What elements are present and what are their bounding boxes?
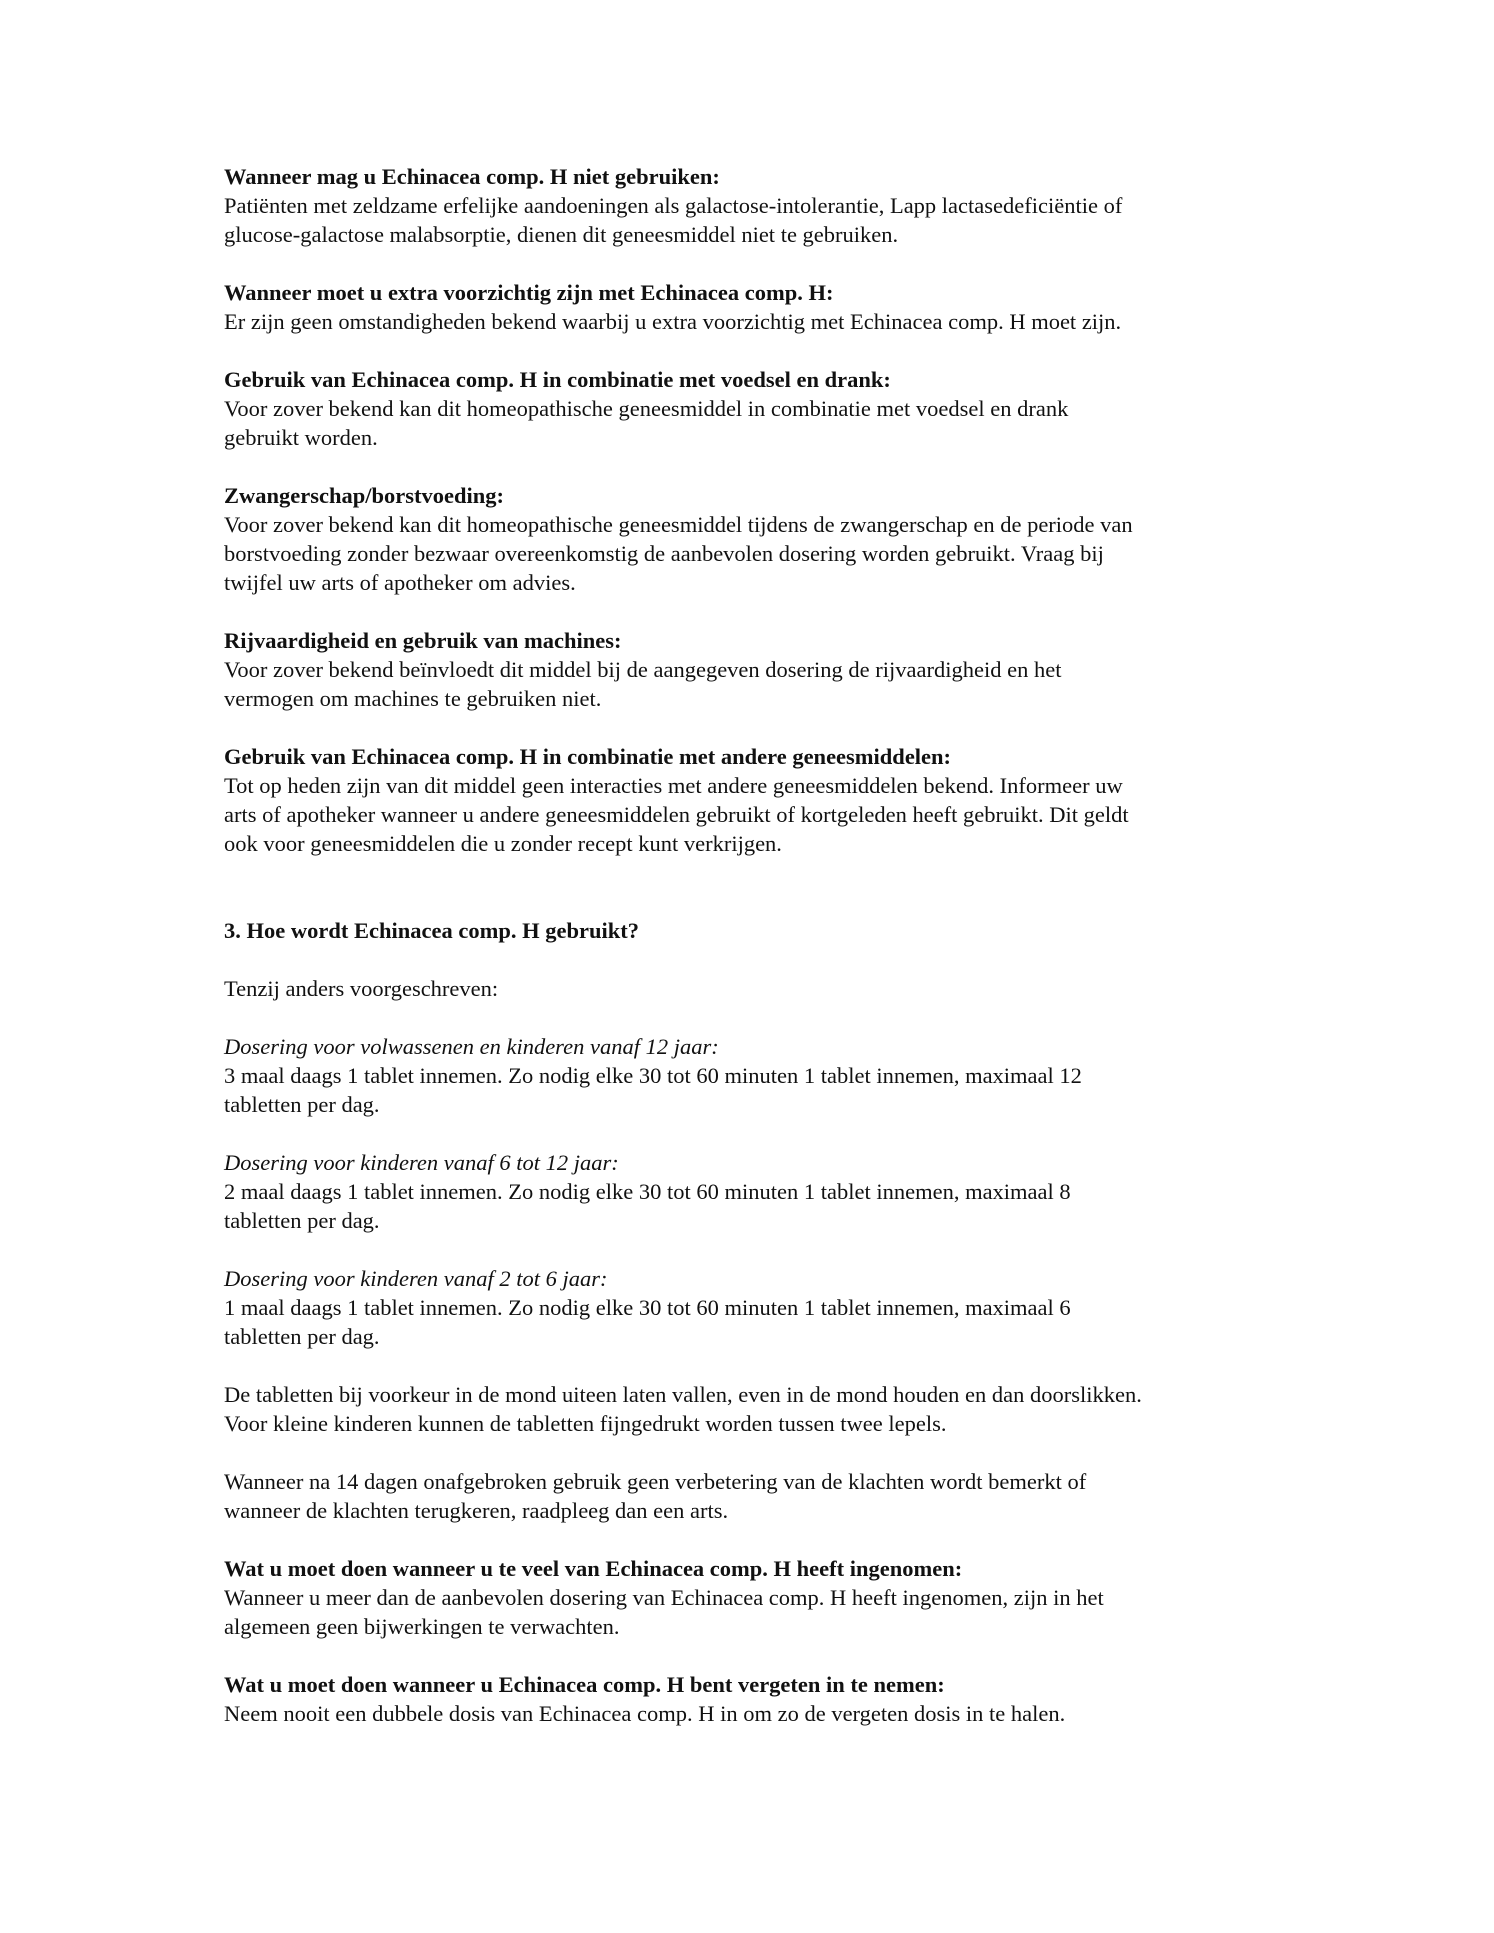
section-heading: Wanneer mag u Echinacea comp. H niet gebruiken: — [224, 164, 720, 189]
dosage-line: tabletten per dag. — [224, 1208, 380, 1233]
dosage-line: 1 maal daags 1 tablet innemen. Zo nodig elke 30 tot 60 minuten 1 tablet innemen, maximaal 6 — [224, 1295, 1071, 1320]
section-heading: Wanneer moet u extra voorzichtig zijn met Echinacea comp. H: — [224, 280, 834, 305]
section-line: algemeen geen bijwerkingen te verwachten. — [224, 1614, 620, 1639]
section-heading: Gebruik van Echinacea comp. H in combinatie met andere geneesmiddelen: — [224, 744, 952, 769]
section-heading: Wat u moet doen wanneer u te veel van Echinacea comp. H heeft ingenomen: — [224, 1556, 963, 1581]
section-te-veel — [224, 1554, 1284, 1641]
section-niet-gebruiken — [224, 162, 1284, 249]
section-heading: Wat u moet doen wanneer u Echinacea comp. H bent vergeten in te nemen: — [224, 1672, 945, 1697]
section-line: Voor zover bekend kan dit homeopathische geneesmiddel tijdens de zwangerschap en de periode van — [224, 512, 1133, 537]
section-extra-voorzichtig — [224, 278, 1284, 336]
paragraph-line: Wanneer na 14 dagen onafgebroken gebruik geen verbetering van de klachten wordt bemerkt of — [224, 1469, 1087, 1494]
section-line: Voor zover bekend kan dit homeopathische geneesmiddel in combinatie met voedsel en drank — [224, 396, 1069, 421]
paragraph-tabletten — [224, 1380, 1284, 1438]
dosage-line: tabletten per dag. — [224, 1324, 380, 1349]
section-line: glucose-galactose malabsorptie, dienen dit geneesmiddel niet te gebruiken. — [224, 222, 899, 247]
section-line: gebruikt worden. — [224, 425, 378, 450]
section-line: Neem nooit een dubbele dosis van Echinacea comp. H in om zo de vergeten dosis in te halen. — [224, 1701, 1066, 1726]
paragraph-line: De tabletten bij voorkeur in de mond uiteen laten vallen, even in de mond houden en dan doorslikken. — [224, 1382, 1142, 1407]
dosage-children-2-6 — [224, 1264, 1284, 1351]
intro — [224, 974, 1284, 1003]
chapter-title: 3. Hoe wordt Echinacea comp. H gebruikt? — [224, 918, 639, 943]
section-vergeten — [224, 1670, 1284, 1728]
dosage-label: Dosering voor kinderen vanaf 2 tot 6 jaar: — [224, 1266, 608, 1291]
dosage-children-6-12 — [224, 1148, 1284, 1235]
dosage-label: Dosering voor volwassenen en kinderen vanaf 12 jaar: — [224, 1034, 719, 1059]
dosage-line: 2 maal daags 1 tablet innemen. Zo nodig elke 30 tot 60 minuten 1 tablet innemen, maximaal 8 — [224, 1179, 1071, 1204]
section-heading: Zwangerschap/borstvoeding: — [224, 483, 505, 508]
section-line: arts of apotheker wanneer u andere geneesmiddelen gebruikt of kortgeleden heeft gebruikt. Dit geldt — [224, 802, 1129, 827]
section-andere-geneesmiddelen — [224, 742, 1284, 858]
paragraph-arts — [224, 1467, 1284, 1525]
dosage-line: 3 maal daags 1 tablet innemen. Zo nodig elke 30 tot 60 minuten 1 tablet innemen, maximaal 12 — [224, 1063, 1082, 1088]
paragraph-line: Voor kleine kinderen kunnen de tabletten fijngedrukt worden tussen twee lepels. — [224, 1411, 947, 1436]
dosage-adults — [224, 1032, 1284, 1119]
section-line: Voor zover bekend beïnvloedt dit middel bij de aangegeven dosering de rijvaardigheid en het — [224, 657, 1062, 682]
section-line: vermogen om machines te gebruiken niet. — [224, 686, 602, 711]
section-line: Wanneer u meer dan de aanbevolen dosering van Echinacea comp. H heeft ingenomen, zijn in het — [224, 1585, 1104, 1610]
section-voedsel-drank — [224, 365, 1284, 452]
section-heading: Rijvaardigheid en gebruik van machines: — [224, 628, 622, 653]
section-line: Tot op heden zijn van dit middel geen interacties met andere geneesmiddelen bekend. Informeer uw — [224, 773, 1123, 798]
paragraph-line: wanneer de klachten terugkeren, raadpleeg dan een arts. — [224, 1498, 729, 1523]
intro-text: Tenzij anders voorgeschreven: — [224, 976, 499, 1001]
section-line: Patiënten met zeldzame erfelijke aandoeningen als galactose-intolerantie, Lapp lactasedeficiëntie of — [224, 193, 1123, 218]
section-zwangerschap — [224, 481, 1284, 597]
section-heading: Gebruik van Echinacea comp. H in combinatie met voedsel en drank: — [224, 367, 891, 392]
section-line: ook voor geneesmiddelen die u zonder recept kunt verkrijgen. — [224, 831, 782, 856]
dosage-line: tabletten per dag. — [224, 1092, 380, 1117]
section-line: Er zijn geen omstandigheden bekend waarbij u extra voorzichtig met Echinacea comp. H moet zijn. — [224, 309, 1122, 334]
section-line: borstvoeding zonder bezwaar overeenkomstig de aanbevolen dosering worden gebruikt. Vraag bij — [224, 541, 1104, 566]
section-line: twijfel uw arts of apotheker om advies. — [224, 570, 576, 595]
dosage-label: Dosering voor kinderen vanaf 6 tot 12 jaar: — [224, 1150, 619, 1175]
document-page — [224, 162, 1284, 1757]
section-rijvaardigheid — [224, 626, 1284, 713]
